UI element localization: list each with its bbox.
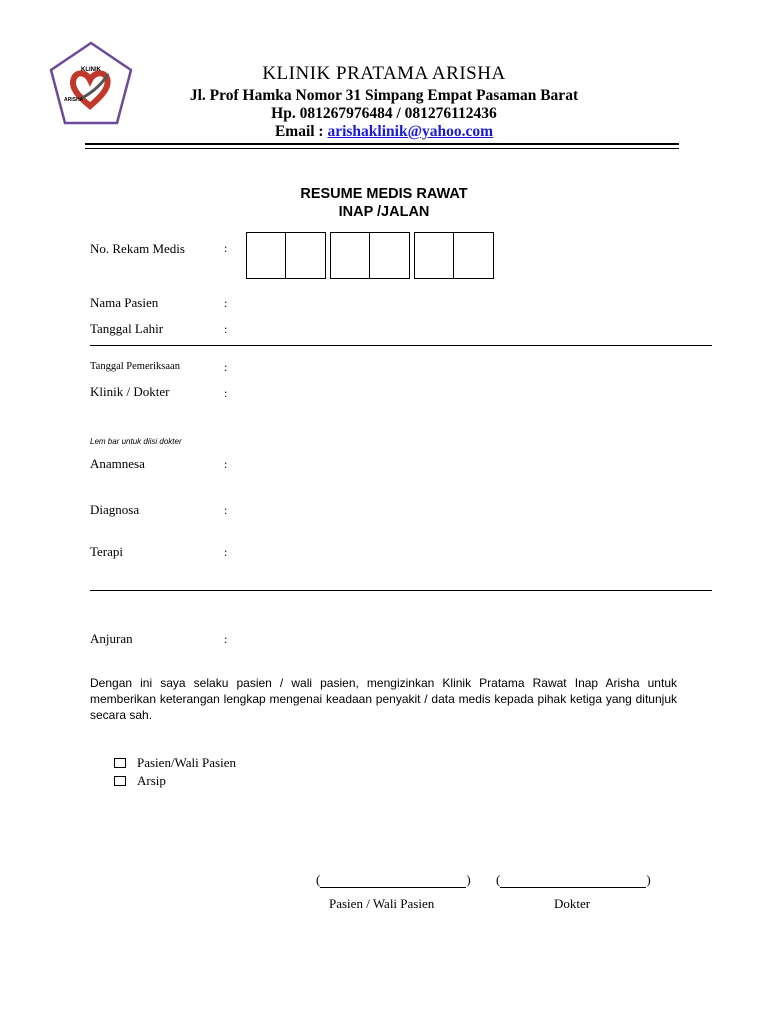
checkbox[interactable] <box>114 758 126 768</box>
clinic-phone: Hp. 081267976484 / 081276112436 <box>271 105 497 122</box>
rekam-medis-boxes <box>246 232 494 279</box>
rekam-medis-box-group <box>246 232 326 279</box>
rekam-medis-digit-box[interactable] <box>454 232 494 279</box>
rekam-medis-digit-box[interactable] <box>414 232 454 279</box>
paren-close: ) <box>466 872 471 887</box>
section-divider <box>90 345 712 346</box>
colon: : <box>224 386 228 400</box>
label-nama-pasien: Nama Pasien <box>90 295 159 310</box>
signature-line-doctor <box>496 872 651 888</box>
checkbox-label: Arsip <box>137 773 166 788</box>
clinic-name: KLINIK PRATAMA ARISHA <box>262 63 506 84</box>
colon: : <box>224 296 228 310</box>
paren-close: ) <box>646 872 651 887</box>
email-label: Email : <box>274 123 328 140</box>
checkbox-label: Pasien/Wali Pasien <box>137 755 236 770</box>
label-anamnesa: Anamnesa <box>90 456 145 471</box>
rekam-medis-digit-box[interactable] <box>286 232 326 279</box>
label-anjuran: Anjuran <box>90 631 133 646</box>
colon: : <box>224 241 228 255</box>
colon: : <box>224 360 228 374</box>
rekam-medis-digit-box[interactable] <box>330 232 370 279</box>
label-klinik-dokter: Klinik / Dokter <box>90 384 170 399</box>
logo-top-text: KLINIK <box>81 67 101 73</box>
section-divider <box>90 590 712 591</box>
doctor-fill-note: Lem bar untuk diisi dokter <box>90 437 182 446</box>
email-link[interactable]: arishaklinik@yahoo.com <box>327 123 494 140</box>
label-tanggal-pemeriksaan: Tanggal Pemeriksaan <box>90 361 180 372</box>
rekam-medis-digit-box[interactable] <box>370 232 410 279</box>
logo-side-text: ARISHA <box>64 97 84 103</box>
signature-line-patient <box>316 872 471 888</box>
rekam-medis-box-group <box>330 232 410 279</box>
signature-label-doctor: Dokter <box>554 896 591 911</box>
colon: : <box>224 322 228 336</box>
colon: : <box>224 457 228 471</box>
rekam-medis-box-group <box>414 232 494 279</box>
colon: : <box>224 545 228 559</box>
signature-label-patient: Pasien / Wali Pasien <box>329 896 435 911</box>
checkbox-row[interactable] <box>114 773 166 789</box>
colon: : <box>224 503 228 517</box>
paren-open: ( <box>496 872 501 887</box>
label-no-rekam-medis: No. Rekam Medis <box>90 241 185 256</box>
checkbox-row[interactable] <box>114 755 236 771</box>
header-rule-thick <box>85 143 679 145</box>
paren-open: ( <box>316 872 321 887</box>
colon: : <box>224 632 228 646</box>
clinic-email-line <box>0 123 768 141</box>
document-title-line1: RESUME MEDIS RAWAT <box>300 186 468 202</box>
label-terapi: Terapi <box>90 544 124 559</box>
signature-blank[interactable] <box>500 873 646 888</box>
label-diagnosa: Diagnosa <box>90 502 140 517</box>
consent-paragraph: Dengan ini saya selaku pasien / wali pasien, mengizinkan Klinik Pratama Rawat Inap Arisha untuk memberikan keterangan lengkap mengenai keadaan penyakit / data medis kepada pihak ketiga yang ditunjuk secara sah. <box>90 676 677 722</box>
label-tanggal-lahir: Tanggal Lahir <box>90 321 164 336</box>
checkbox[interactable] <box>114 776 126 786</box>
signature-blank[interactable] <box>320 873 466 888</box>
document-title-line2: INAP /JALAN <box>338 204 430 220</box>
clinic-address: Jl. Prof Hamka Nomor 31 Simpang Empat Pasaman Barat <box>189 87 579 104</box>
header-rule-thin <box>85 148 679 149</box>
rekam-medis-digit-box[interactable] <box>246 232 286 279</box>
